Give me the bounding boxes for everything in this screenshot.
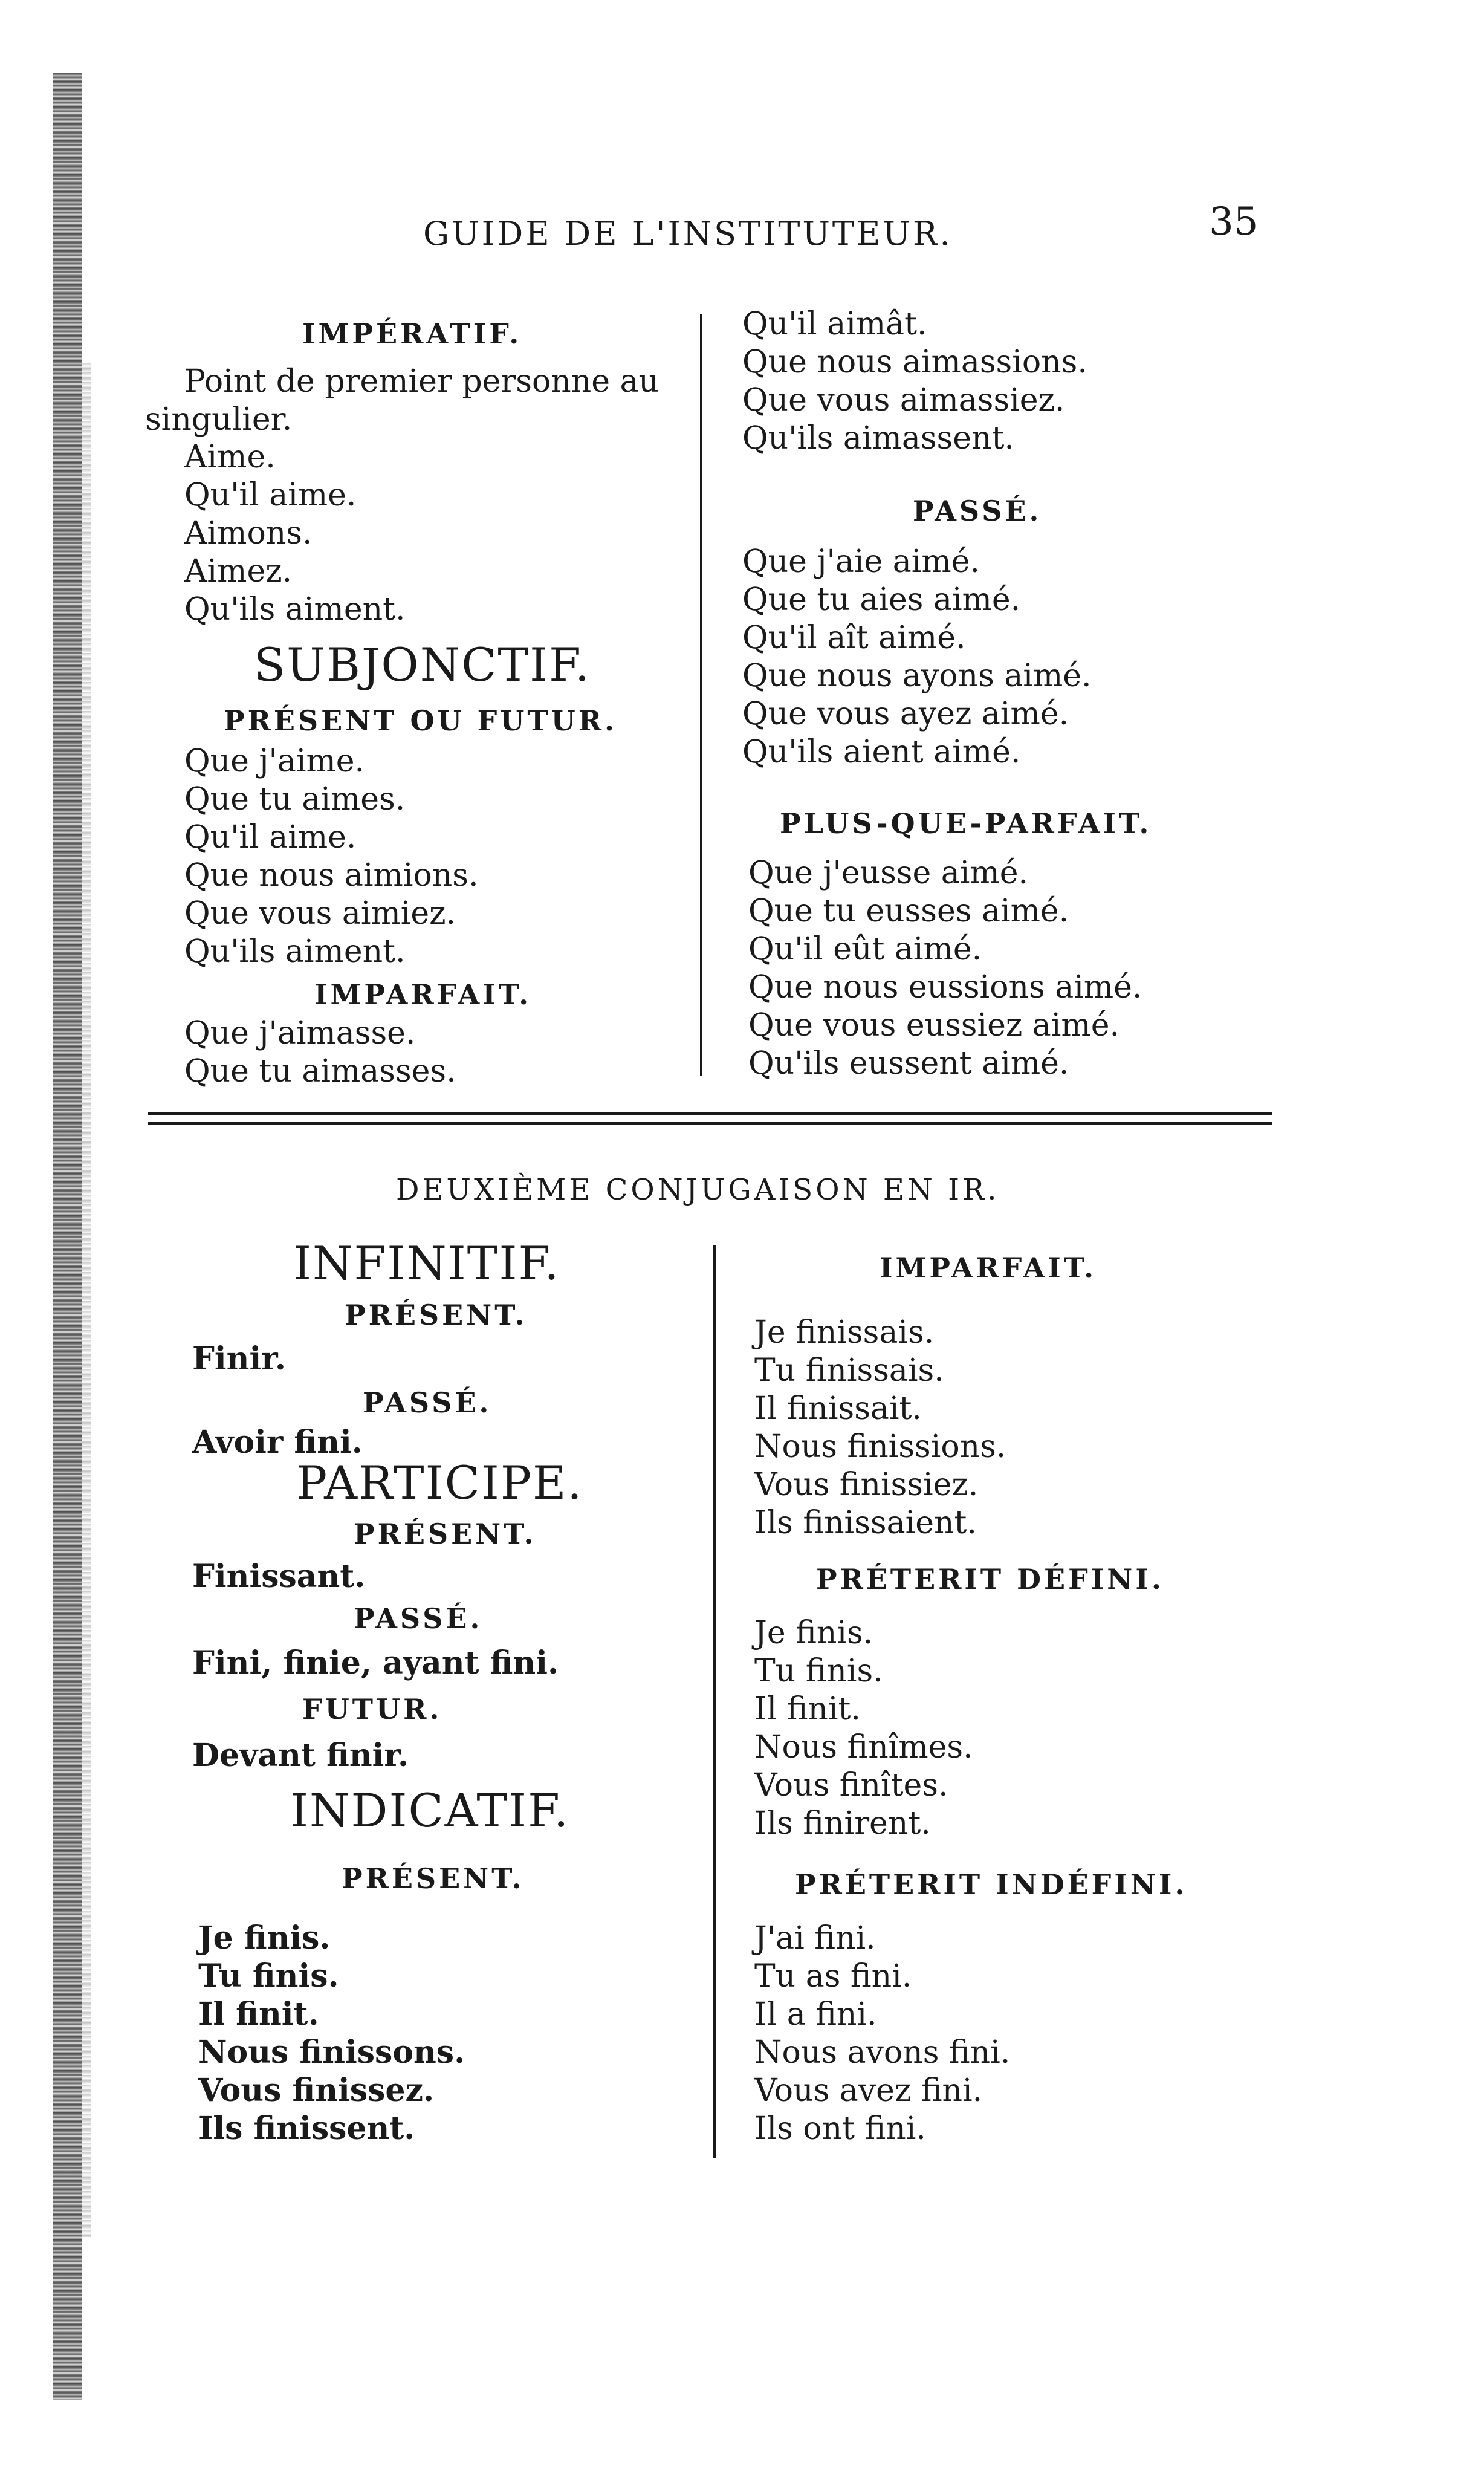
plus-que-parfait-line: Que tu eusses aimé.: [748, 893, 1069, 929]
imperatif-line: Aimons.: [184, 515, 313, 551]
subjonctif-passe-line: Qu'ils aient aimé.: [742, 734, 1021, 770]
subjonctif-present-line: Qu'il aime.: [184, 819, 357, 855]
subjonctif-present-line: Qu'ils aiment.: [184, 933, 406, 970]
present-futur-heading: PRÉSENT OU FUTUR.: [224, 704, 618, 737]
plus-que-parfait-heading: PLUS-QUE-PARFAIT.: [780, 807, 1152, 840]
participe-passe-value: Fini, finie, ayant fini.: [192, 1644, 559, 1681]
participe-futur-heading: FUTUR.: [302, 1693, 442, 1725]
preterit-indefini-line: J'ai fini.: [754, 1920, 876, 1956]
preterit-indefini-heading: PRÉTERIT INDÉFINI.: [795, 1868, 1188, 1901]
column-divider-top: [700, 314, 702, 1076]
imperatif-heading: IMPÉRATIF.: [302, 317, 522, 350]
subjonctif-passe-line: Que nous ayons aimé.: [742, 658, 1092, 694]
subjonctif-imparfait-line: Que tu aimasses.: [184, 1053, 456, 1089]
infinitif-passe-value: Avoir fini.: [192, 1424, 363, 1461]
preterit-defini-line: Il finit.: [754, 1691, 861, 1727]
preterit-indefini-line: Tu as fini.: [754, 1958, 912, 1995]
plus-que-parfait-line: Qu'ils eussent aimé.: [748, 1045, 1069, 1082]
preterit-defini-heading: PRÉTERIT DÉFINI.: [816, 1563, 1164, 1596]
preterit-indefini-line: Il a fini.: [754, 1996, 877, 2033]
indicatif-heading: INDICATIF.: [290, 1784, 570, 1837]
section-rule-lower: [148, 1122, 1272, 1125]
subjonctif-imparfait-line: Qu'ils aimassent.: [742, 420, 1014, 456]
subjonctif-imparfait-line: Que vous aimassiez.: [742, 382, 1065, 418]
subjonctif-present-line: Que nous aimions.: [184, 857, 479, 894]
subjonctif-imparfait-line: Que j'aimasse.: [184, 1015, 416, 1051]
subjonctif-passe-line: Que tu aies aimé.: [742, 582, 1021, 618]
subjonctif-passe-line: Que vous ayez aimé.: [742, 696, 1069, 732]
participe-passe-heading: PASSÉ.: [354, 1602, 483, 1635]
indicatif-imparfait-line: Vous finissiez.: [754, 1467, 979, 1503]
subjonctif-present-line: Que j'aime.: [184, 743, 365, 779]
subjonctif-present-line: Que vous aimiez.: [184, 895, 456, 932]
indicatif-present-line: Nous finissons.: [198, 2034, 465, 2071]
preterit-indefini-line: Nous avons fini.: [754, 2034, 1011, 2071]
subjonctif-imparfait-heading: IMPARFAIT.: [314, 978, 532, 1011]
indicatif-imparfait-line: Tu finissais.: [754, 1352, 944, 1389]
indicatif-present-line: Tu finis.: [198, 1958, 339, 1995]
imperatif-note-line-1: Point de premier personne au: [184, 363, 659, 400]
infinitif-passe-heading: PASSÉ.: [363, 1386, 492, 1419]
preterit-defini-line: Je finis.: [754, 1615, 873, 1651]
preterit-defini-line: Vous finîtes.: [754, 1767, 948, 1803]
subjonctif-passe-line: Qu'il aît aimé.: [742, 620, 966, 656]
indicatif-imparfait-line: Je finissais.: [754, 1314, 935, 1351]
binding-edge-shadow: [82, 363, 91, 2237]
participe-heading: PARTICIPE.: [296, 1456, 583, 1510]
imperatif-line: Qu'il aime.: [184, 477, 357, 513]
indicatif-present-line: Je finis.: [198, 1920, 331, 1956]
indicatif-present-line: Il finit.: [198, 1996, 319, 2033]
indicatif-present-line: Vous finissez.: [198, 2072, 435, 2109]
subjonctif-heading: SUBJONCTIF.: [254, 638, 591, 692]
plus-que-parfait-line: Qu'il eût aimé.: [748, 931, 982, 967]
section-rule-upper: [148, 1112, 1272, 1115]
indicatif-present-line: Ils finissent.: [198, 2110, 415, 2147]
preterit-indefini-line: Vous avez fini.: [754, 2073, 983, 2109]
preterit-defini-line: Ils finirent.: [754, 1805, 931, 1842]
preterit-defini-line: Nous finîmes.: [754, 1729, 973, 1765]
participe-futur-value: Devant finir.: [192, 1737, 409, 1774]
infinitif-present-value: Finir.: [192, 1340, 286, 1377]
indicatif-present-heading: PRÉSENT.: [342, 1862, 525, 1895]
column-divider-bottom: [713, 1245, 716, 2158]
subjonctif-imparfait-line: Que nous aimassions.: [742, 344, 1087, 380]
preterit-defini-line: Tu finis.: [754, 1653, 883, 1689]
subjonctif-passe-line: Que j'aie aimé.: [742, 544, 980, 580]
imperatif-note-line-2: singulier.: [145, 401, 293, 438]
indicatif-imparfait-line: Ils finissaient.: [754, 1505, 977, 1541]
section-title: DEUXIÈME CONJUGAISON EN IR.: [396, 1173, 1000, 1207]
subjonctif-imparfait-line: Qu'il aimât.: [742, 306, 927, 342]
plus-que-parfait-line: Que vous eussiez aimé.: [748, 1007, 1120, 1044]
page-number: 35: [1209, 200, 1259, 244]
indicatif-imparfait-line: Nous finissions.: [754, 1429, 1006, 1465]
infinitif-heading: INFINITIF.: [293, 1236, 560, 1290]
imperatif-line: Aime.: [184, 439, 276, 475]
subjonctif-present-line: Que tu aimes.: [184, 781, 406, 817]
indicatif-imparfait-line: Il finissait.: [754, 1391, 922, 1427]
preterit-indefini-line: Ils ont fini.: [754, 2111, 926, 2147]
participe-present-heading: PRÉSENT.: [354, 1518, 537, 1550]
subjonctif-passe-heading: PASSÉ.: [913, 495, 1042, 527]
binding-edge: [53, 73, 82, 2400]
plus-que-parfait-line: Que nous eussions aimé.: [748, 969, 1142, 1005]
infinitif-present-heading: PRÉSENT.: [345, 1299, 528, 1331]
plus-que-parfait-line: Que j'eusse aimé.: [748, 855, 1029, 891]
running-title: GUIDE DE L'INSTITUTEUR.: [423, 215, 953, 253]
indicatif-imparfait-heading: IMPARFAIT.: [880, 1251, 1097, 1284]
imperatif-line: Aimez.: [184, 553, 293, 589]
imperatif-line: Qu'ils aiment.: [184, 591, 406, 628]
participe-present-value: Finissant.: [192, 1558, 366, 1595]
